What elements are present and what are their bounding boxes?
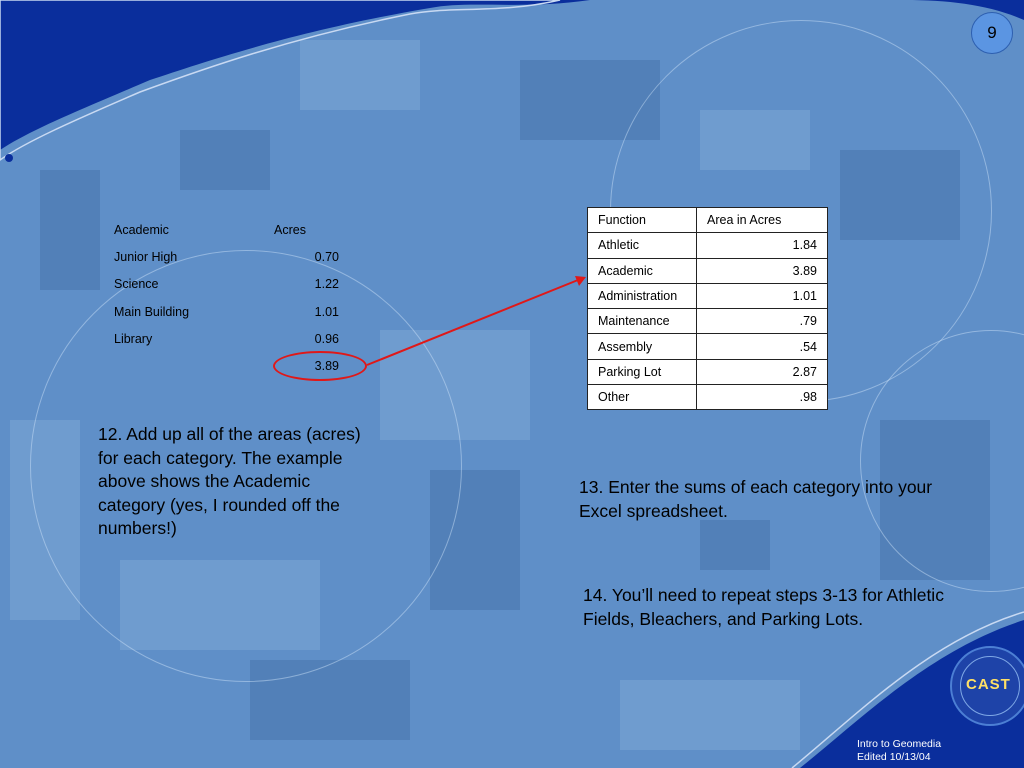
- table-cell: Maintenance: [588, 309, 697, 334]
- table-row: [588, 309, 828, 334]
- table-cell: 0.70: [314, 249, 339, 264]
- table-row: [588, 385, 828, 410]
- table-cell: 1.22: [314, 277, 339, 292]
- table-cell: 3.89: [697, 258, 828, 283]
- step-13-text: 13. Enter the sums of each category into your Excel spreadsheet.: [579, 477, 933, 521]
- table-row: [588, 334, 828, 359]
- total-highlight-ellipse: [273, 351, 367, 381]
- footer-course: Intro to Geomedia: [857, 738, 942, 750]
- table-cell: Athletic: [588, 233, 697, 258]
- step-14-text: 14. You’ll need to repeat steps 3-13 for Athletic Fields, Bleachers, and Parking Lots.: [583, 585, 944, 629]
- table-header: Function: [588, 208, 697, 233]
- table-row: [108, 271, 339, 298]
- table-cell: Administration: [588, 283, 697, 308]
- function-area-table: [587, 207, 828, 410]
- table-cell: 0.96: [314, 331, 339, 346]
- table-header: Area in Acres: [697, 208, 828, 233]
- table-cell: Other: [588, 385, 697, 410]
- table-cell: Academic: [588, 258, 697, 283]
- table-row: [108, 325, 339, 352]
- table-cell: 1.01: [697, 283, 828, 308]
- table-cell: .79: [697, 309, 828, 334]
- table-cell: 2.87: [697, 359, 828, 384]
- table-cell: Parking Lot: [588, 359, 697, 384]
- page-number: 9: [971, 12, 1013, 54]
- logo-text: CAST: [966, 676, 1011, 693]
- table-cell: .98: [697, 385, 828, 410]
- table-cell: [108, 352, 274, 379]
- table-row: [588, 359, 828, 384]
- table-row: [588, 208, 828, 233]
- table-cell: 1.01: [314, 304, 339, 319]
- table-row: [588, 283, 828, 308]
- table-row: [588, 233, 828, 258]
- cast-logo: [950, 646, 1024, 726]
- table-cell: Main Building: [114, 304, 190, 319]
- table-cell: Science: [114, 277, 159, 292]
- table-header: Acres: [274, 222, 306, 237]
- table-row: [588, 258, 828, 283]
- footer: [857, 738, 941, 764]
- table-cell: Junior High: [114, 249, 178, 264]
- table-cell: Library: [114, 331, 153, 346]
- table-row: [108, 298, 339, 325]
- footer-edited: Edited 10/13/04: [857, 751, 931, 763]
- table-row: [108, 243, 339, 270]
- table-cell: .54: [697, 334, 828, 359]
- table-cell: 1.84: [697, 233, 828, 258]
- total-cell: 3.89: [314, 359, 339, 374]
- step-12-text: 12. Add up all of the areas (acres) for each category. The example above shows the Academic category (yes, I rounded off the numbers!): [98, 424, 361, 538]
- table-row: [108, 216, 339, 243]
- table-cell: Assembly: [588, 334, 697, 359]
- table-header: Academic: [114, 222, 169, 237]
